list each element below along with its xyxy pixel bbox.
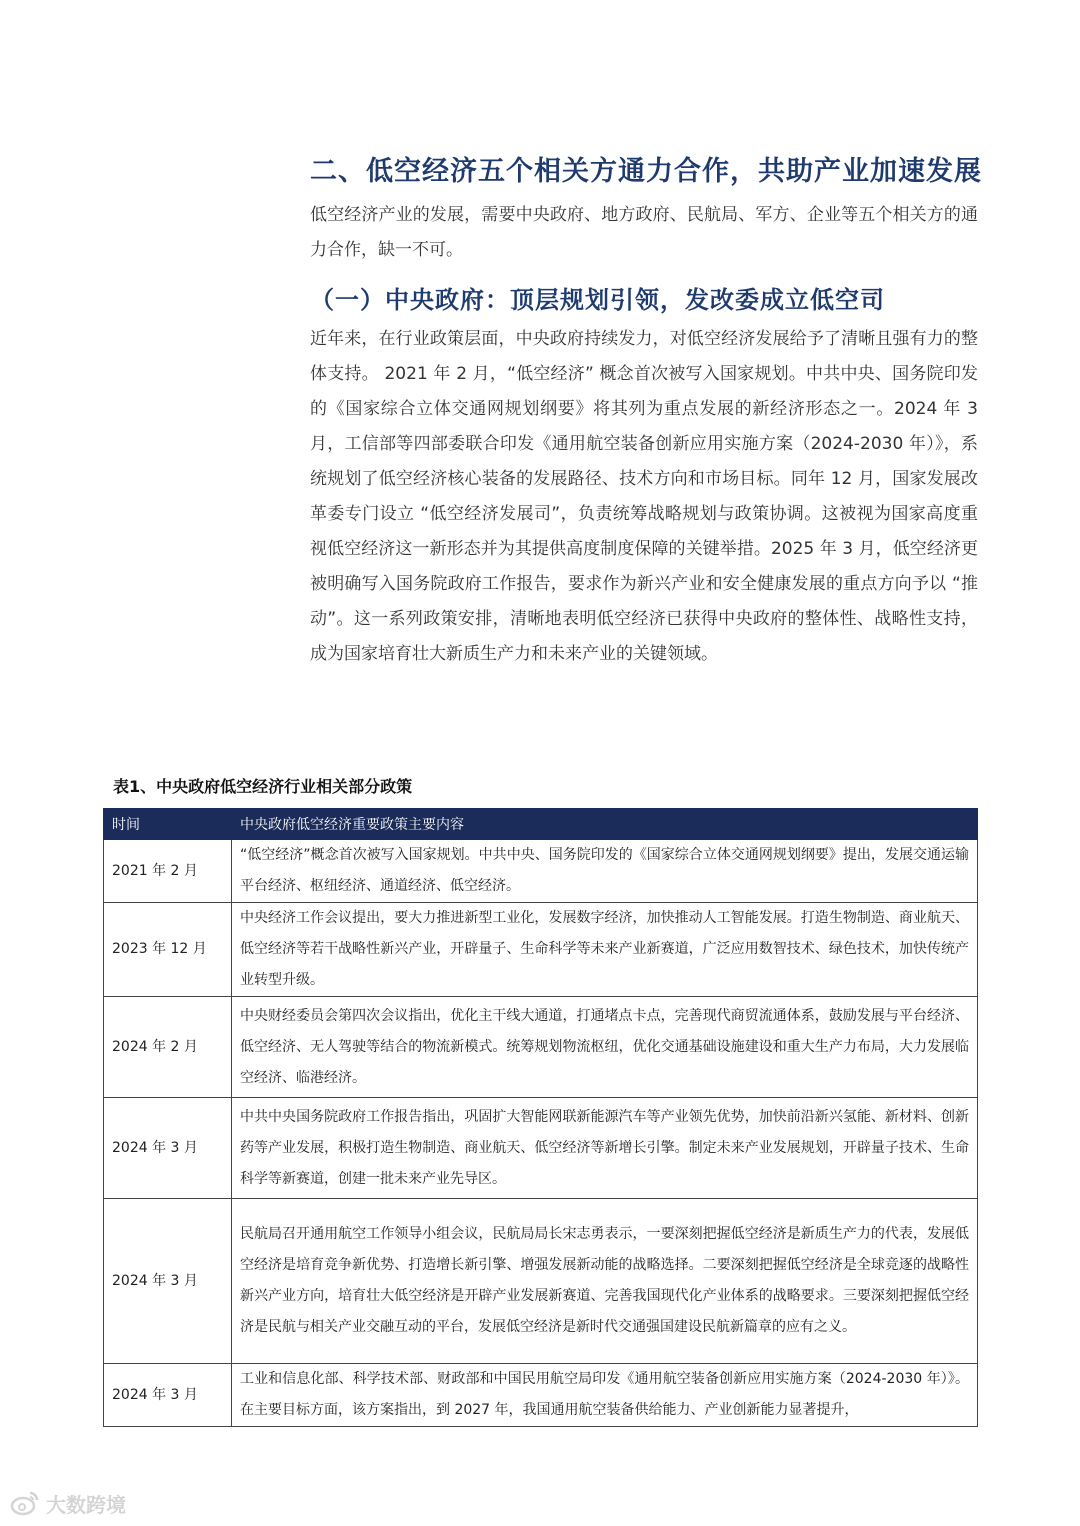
row-date: 2024 年 2 月 bbox=[104, 997, 232, 1098]
row-date: 2024 年 3 月 bbox=[104, 1098, 232, 1199]
row-content: 中央财经委员会第四次会议指出，优化主干线大通道，打通堵点卡点，完善现代商贸流通体系，鼓励发展与平台经济、低空经济、无人驾驶等结合的物流新模式。统筹规划物流枢纽，优化交通基础设施建设和重大生产力布局，大力发展临空经济、临港经济。 bbox=[232, 997, 978, 1098]
row-content: 中央经济工作会议提出，要大力推进新型工业化，发展数字经济，加快推动人工智能发展。打造生物制造、商业航天、低空经济等若干战略性新兴产业，开辟量子、生命科学等未来产业新赛道，广泛应用数智技术、绿色技术，加快传统产业转型升级。 bbox=[232, 903, 978, 997]
table-row bbox=[104, 1364, 978, 1427]
row-content: 工业和信息化部、科学技术部、财政部和中国民用航空局印发《通用航空装备创新应用实施方案（2024-2030 年）》。在主要目标方面，该方案指出，到 2027 年，我国通用航空装备供给能力、产业创新能力显著提升， bbox=[232, 1364, 978, 1427]
table-header-row bbox=[104, 809, 978, 840]
table-row bbox=[104, 840, 978, 903]
subsection-title: （一）中央政府：顶层规划引领，发改委成立低空司 bbox=[310, 286, 885, 314]
table-row bbox=[104, 1199, 978, 1364]
weibo-logo-icon bbox=[10, 1490, 40, 1516]
header-content: 中央政府低空经济重要政策主要内容 bbox=[232, 809, 978, 840]
section-intro: 低空经济产业的发展，需要中央政府、地方政府、民航局、军方、企业等五个相关方的通力合作，缺一不可。 bbox=[310, 205, 978, 260]
policy-table bbox=[103, 808, 978, 1427]
row-content: “低空经济”概念首次被写入国家规划。中共中央、国务院印发的《国家综合立体交通网规划纲要》提出，发展交通运输平台经济、枢纽经济、通道经济、低空经济。 bbox=[232, 840, 978, 903]
subsection-body: 近年来，在行业政策层面，中央政府持续发力，对低空经济发展给予了清晰且强有力的整体支持。 2021 年 2 月，“低空经济” 概念首次被写入国家规划。中共中央、国务院印发的《国家综合立体交通网规划纲要》将其列为重点发展的新经济形态之一。2024 年 3 月，工信部等四部委联合印发《通用航空装备创新应用实施方案（2024-2030 年）》，系统规划了低空经济核心装备的发展路径、技术方向和市场目标。同年 12 月，国家发展改革委专门设立 “低空经济发展司”，负责统筹战略规划与政策协调。这被视为国家高度重视低空经济这一新形态并为其提供高度制度保障的关键举措。2025 年 3 月，低空经济更被明确写入国务院政府工作报告，要求作为新兴产业和安全健康发展的重点方向予以 “推动”。这一系列政策安排，清晰地表明低空经济已获得中央政府的整体性、战略性支持，成为国家培育壮大新质生产力和未来产业的关键领域。 bbox=[310, 329, 978, 664]
row-date: 2021 年 2 月 bbox=[104, 840, 232, 903]
table-caption: 表1、中央政府低空经济行业相关部分政策 bbox=[113, 777, 413, 796]
row-date: 2023 年 12 月 bbox=[104, 903, 232, 997]
row-content: 中共中央国务院政府工作报告指出，巩固扩大智能网联新能源汽车等产业领先优势，加快前沿新兴氢能、新材料、创新药等产业发展，积极打造生物制造、商业航天、低空经济等新增长引擎。制定未来产业发展规划，开辟量子技术、生命科学等新赛道，创建一批未来产业先导区。 bbox=[232, 1098, 978, 1199]
header-date: 时间 bbox=[104, 809, 232, 840]
table-row bbox=[104, 903, 978, 997]
section-title: 二、低空经济五个相关方通力合作，共助产业加速发展 bbox=[310, 156, 982, 187]
watermark-text: 大数跨境 bbox=[46, 1492, 126, 1517]
watermark bbox=[10, 1488, 126, 1518]
table-row bbox=[104, 997, 978, 1098]
table-row bbox=[104, 1098, 978, 1199]
row-content: 民航局召开通用航空工作领导小组会议，民航局局长宋志勇表示，一要深刻把握低空经济是新质生产力的代表，发展低空经济是培育竞争新优势、打造增长新引擎、增强发展新动能的战略选择。二要深刻把握低空经济是全球竞逐的战略性新兴产业方向，培育壮大低空经济是开辟产业发展新赛道、完善我国现代化产业体系的战略要求。三要深刻把握低空经济是民航与相关产业交融互动的平台，发展低空经济是新时代交通强国建设民航新篇章的应有之义。 bbox=[232, 1199, 978, 1364]
row-date: 2024 年 3 月 bbox=[104, 1199, 232, 1364]
row-date: 2024 年 3 月 bbox=[104, 1364, 232, 1427]
